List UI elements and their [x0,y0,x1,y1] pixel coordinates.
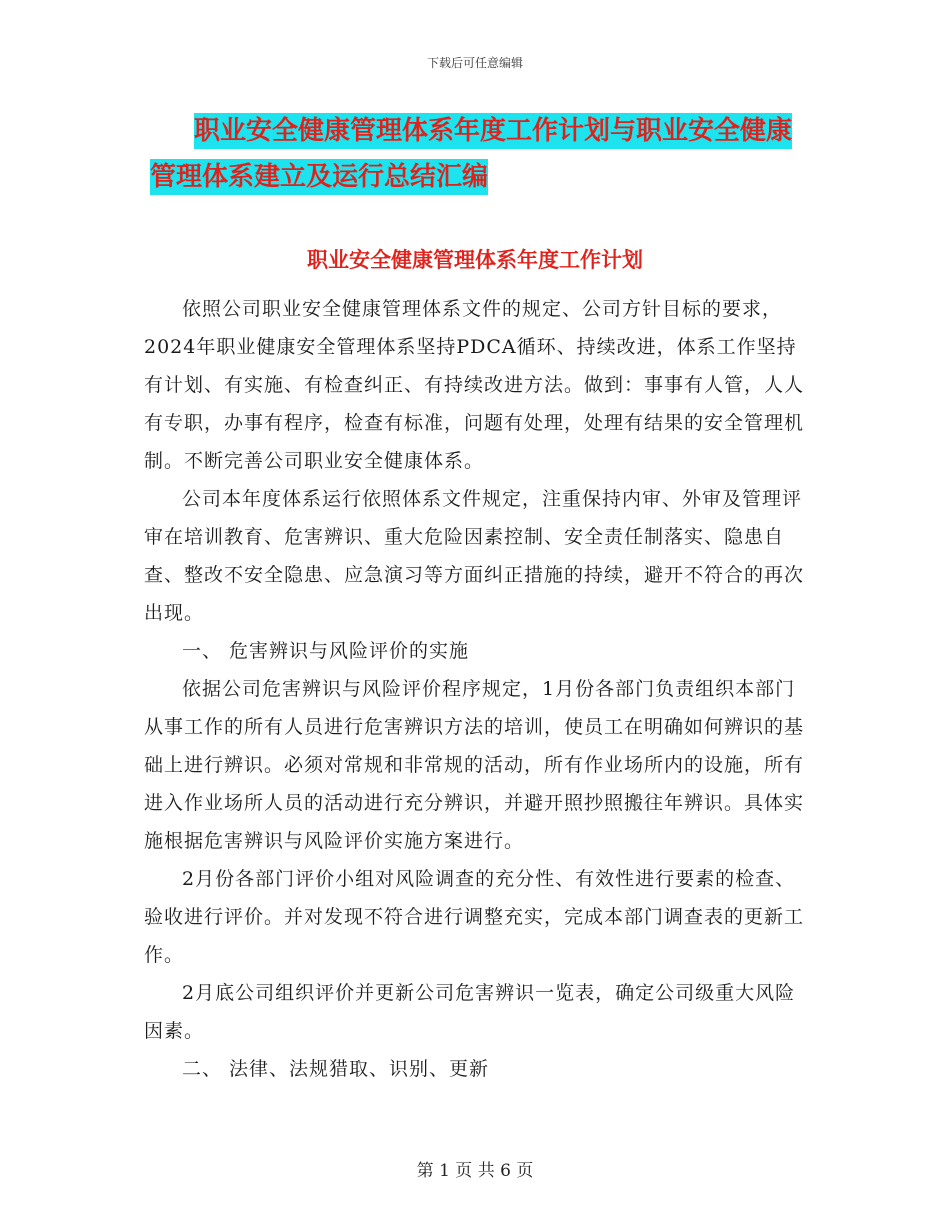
title-line-2: 管理体系建立及运行总结汇编 [150,159,488,195]
section-title: 职业安全健康管理体系年度工作计划 [307,248,643,272]
paragraph: 2月底公司组织评价并更新公司危害辨识一览表，确定公司级重大风险因素。 [144,982,796,1042]
paragraph: 依据公司危害辨识与风险评价程序规定，1月份各部门负责组织本部门从事工作的所有人员进行危害辨识方法的培训，使员工在明确如何辨识的基础上进行辨识。必须对常规和非常规的活动，所有作业场所内的设施，所有进入作业场所人员的活动进行充分辨识，并避开照抄照搬往年辨识。具体实施根据危害辨识与风险评价实施方案进行。 [144,678,805,852]
title-line-1: 职业安全健康管理体系年度工作计划与职业安全健康 [194,113,792,149]
section-heading: 一、 危害辨识与风险评价的实施 [182,640,470,662]
document-title [150,108,850,200]
header-note: 下载后可任意编辑 [426,56,523,70]
page-number-footer: 第 1 页 共 6 页 [416,1161,534,1181]
paragraph: 公司本年度体系运行依照体系文件规定，注重保持内审、外审及管理评审在培训教育、危害辨识、重大危险因素控制、安全责任制落实、隐患自查、整改不安全隐患、应急演习等方面纠正措施的持续，避开不符合的再次出现。 [144,488,805,624]
paragraph: 2月份各部门评价小组对风险调查的充分性、有效性进行要素的检查、验收进行评价。并对发现不符合进行调整充实，完成本部门调查表的更新工作。 [144,868,805,966]
document-body [144,290,814,1088]
paragraph: 依照公司职业安全健康管理体系文件的规定、公司方针目标的要求，2024年职业健康安全管理体系坚持PDCA循环、持续改进，体系工作坚持有计划、有实施、有检查纠正、有持续改进方法。做到：事事有人管，人人有专职，办事有程序，检查有标准，问题有处理，处理有结果的安全管理机制。不断完善公司职业安全健康体系。 [144,298,805,472]
section-heading: 二、 法律、法规猎取、识别、更新 [182,1058,490,1080]
